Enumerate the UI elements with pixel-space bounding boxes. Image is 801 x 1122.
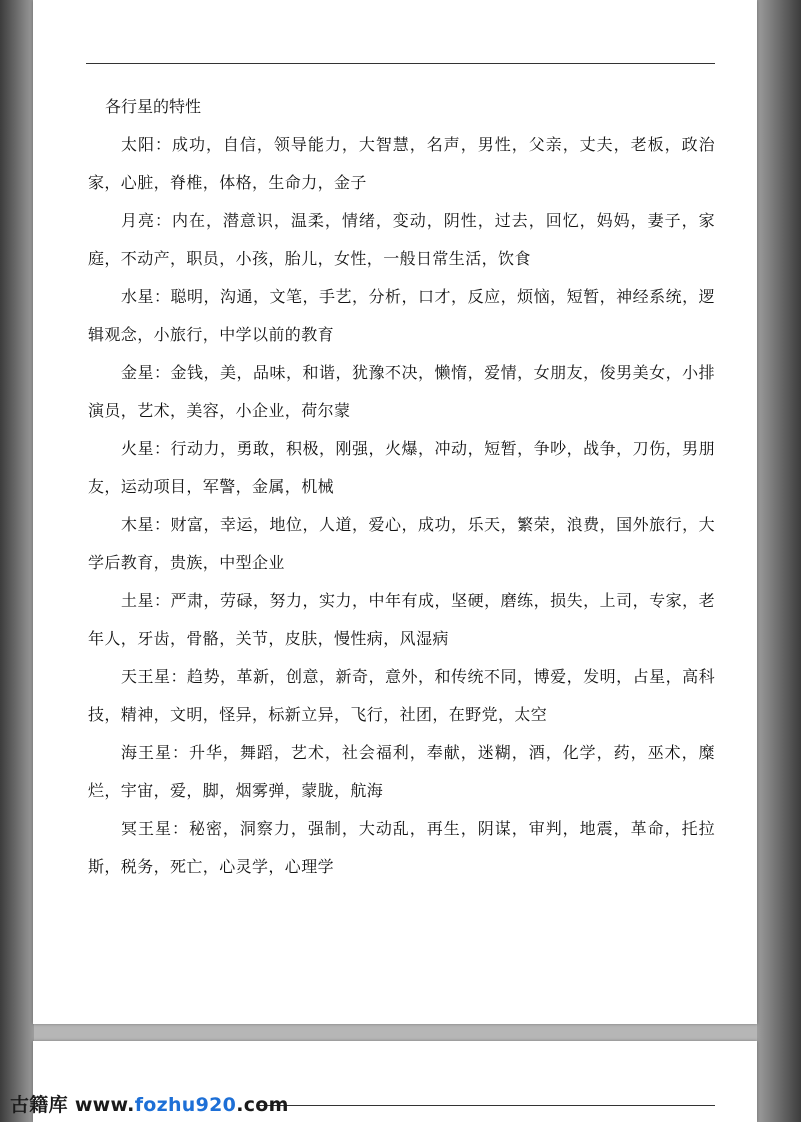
planet-traits: 严肃，劳碌，努力，实力，中年有成，坚硬，磨练，损失，上司，专家，老年人，牙齿，骨骼，关节，皮肤，慢性病，风湿病 bbox=[88, 591, 716, 648]
page-content bbox=[88, 88, 715, 886]
planet-entry bbox=[88, 278, 715, 354]
planet-traits: 成功，自信，领导能力，大智慧，名声，男性，父亲，丈夫，老板，政治家，心脏，脊椎，体格，生命力，金子 bbox=[88, 135, 715, 192]
planet-label: 冥王星： bbox=[121, 819, 189, 838]
planet-label: 天王星： bbox=[121, 667, 188, 686]
planet-traits: 升华，舞蹈，艺术，社会福利，奉献，迷糊，酒，化学，药，巫术，糜烂，宇宙，爱，脚，烟雾弹，蒙胧，航海 bbox=[88, 743, 715, 800]
planet-entry bbox=[88, 354, 715, 430]
header-rule bbox=[258, 1105, 715, 1106]
planet-label: 水星： bbox=[121, 287, 171, 306]
planet-entry bbox=[88, 734, 715, 810]
site-watermark bbox=[10, 1090, 289, 1117]
planet-entry bbox=[88, 810, 715, 886]
header-rule bbox=[86, 63, 715, 64]
planet-entry bbox=[88, 506, 715, 582]
planet-entry bbox=[88, 430, 715, 506]
planet-entry bbox=[88, 582, 715, 658]
planet-traits: 行动力，勇敢，积极，刚强，火爆，冲动，短暂，争吵，战争，刀伤，男朋友，运动项目，军警，金属，机械 bbox=[88, 439, 716, 496]
watermark-url-suffix: .com bbox=[236, 1094, 289, 1116]
planet-label: 海王星： bbox=[121, 743, 189, 762]
viewer-shade-right bbox=[757, 0, 801, 1122]
planet-traits: 秘密，洞察力，强制，大动乱，再生，阴谋，审判，地震，革命，托拉斯，税务，死亡，心灵学，心理学 bbox=[88, 819, 715, 876]
planet-traits: 财富，幸运，地位，人道，爱心，成功，乐天，繁荣，浪费，国外旅行，大学后教育，贵族，中型企业 bbox=[88, 515, 716, 572]
planet-entry bbox=[88, 126, 715, 202]
document-title: 各行星的特性 bbox=[105, 97, 202, 116]
planet-traits: 金钱，美，品味，和谐，犹豫不决，懒惰，爱情，女朋友，俊男美女，小排演员，艺术，美容，小企业，荷尔蒙 bbox=[88, 363, 716, 420]
watermark-url-brand: fozhu920 bbox=[134, 1094, 237, 1116]
document-page-1 bbox=[33, 0, 757, 1024]
planet-label: 金星： bbox=[121, 363, 171, 382]
watermark-url-prefix: www. bbox=[74, 1094, 135, 1116]
planet-entries bbox=[88, 126, 715, 886]
watermark-site-name: 古籍库 bbox=[10, 1094, 68, 1116]
planet-label: 太阳： bbox=[121, 135, 172, 154]
planet-entry bbox=[88, 202, 715, 278]
planet-traits: 聪明，沟通，文笔，手艺，分析，口才，反应，烦恼，短暂，神经系统，逻辑观念，小旅行，中学以前的教育 bbox=[88, 287, 716, 344]
planet-label: 土星： bbox=[121, 591, 171, 610]
planet-traits: 内在，潜意识，温柔，情绪，变动，阴性，过去，回忆，妈妈，妻子，家庭，不动产，职员，小孩，胎儿，女性，一般日常生活，饮食 bbox=[88, 211, 715, 268]
planet-label: 月亮： bbox=[121, 211, 172, 230]
planet-traits: 趋势，革新，创意，新奇，意外，和传统不同，博爱，发明，占星，高科技，精神，文明，怪异，标新立异，飞行，社团，在野党，太空 bbox=[88, 667, 715, 724]
planet-label: 木星： bbox=[121, 515, 171, 534]
planet-label: 火星： bbox=[121, 439, 171, 458]
viewer-shade-left bbox=[0, 0, 34, 1122]
planet-entry bbox=[88, 658, 715, 734]
